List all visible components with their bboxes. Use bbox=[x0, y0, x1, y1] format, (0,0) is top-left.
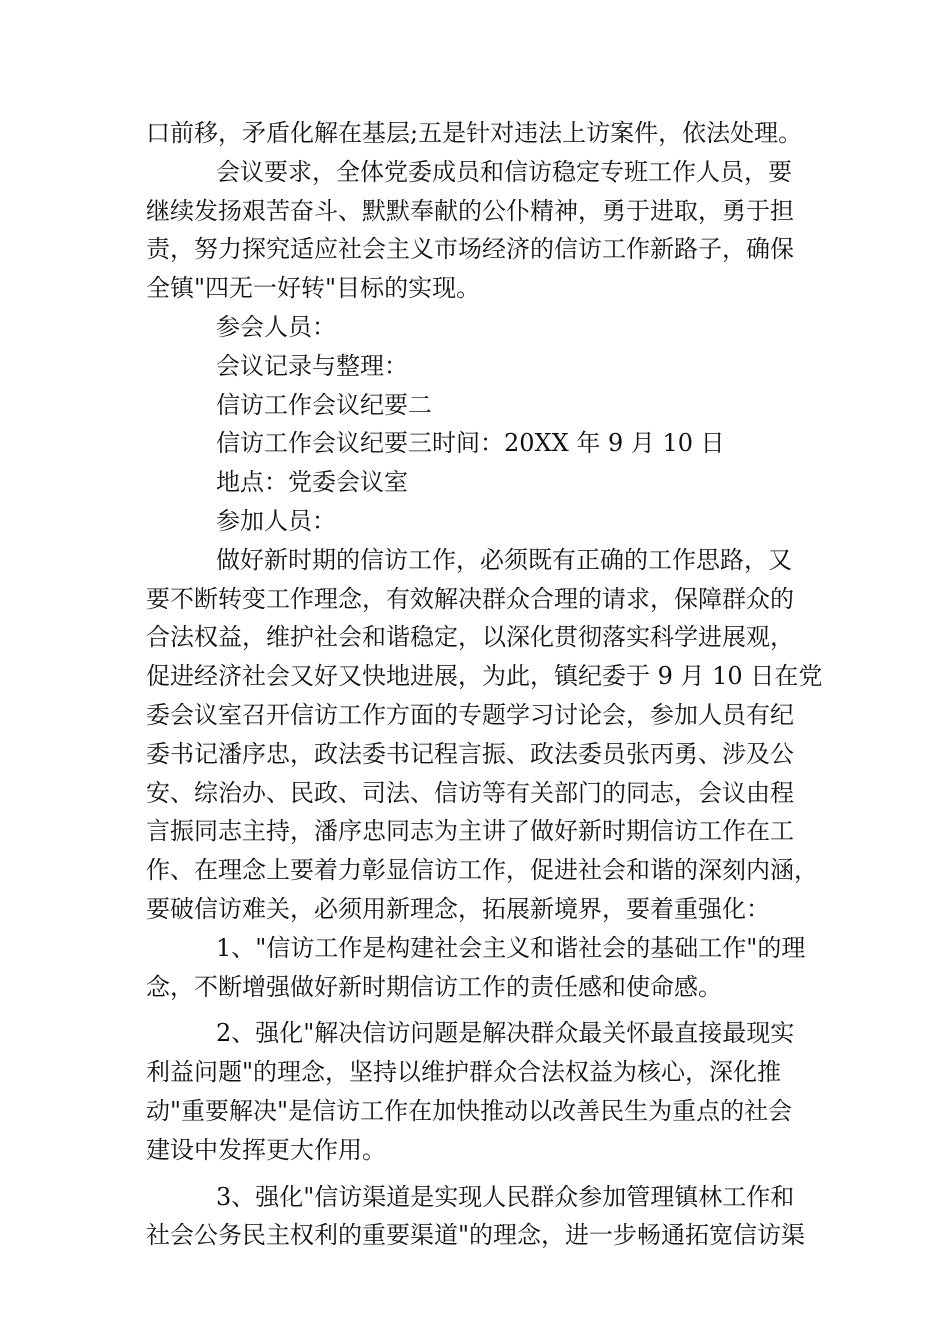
text-line: 作、在理念上要着力彰显信访工作，促进社会和谐的深刻内涵， bbox=[146, 856, 818, 885]
text-line: 动"重要解决"是信访工作在加快推动以改善民生为重点的社会 bbox=[146, 1096, 793, 1125]
text-line: 2、强化"解决信访问题是解决群众最关怀最直接最现实 bbox=[216, 1019, 795, 1048]
text-line: 要破信访难关，必须用新理念，拓展新境界，要着重强化： bbox=[146, 894, 770, 923]
text-line: 信访工作会议纪要三时间：20XX 年 9 月 10 日 bbox=[216, 429, 725, 458]
text-line: 念，不断增强做好新时期信访工作的责任感和使命感。 bbox=[146, 972, 722, 1001]
text-line: 信访工作会议纪要二 bbox=[216, 390, 432, 419]
text-line: 委书记潘序忠，政法委书记程言振、政法委员张丙勇、涉及公 bbox=[146, 739, 794, 768]
text-line: 促进经济社会又好又快地进展，为此，镇纪委于 9 月 10 日在党 bbox=[146, 662, 823, 691]
paragraph-gap bbox=[146, 1006, 800, 1014]
text-line: 参会人员： bbox=[216, 312, 336, 341]
text-line: 社会公务民主权利的重要渠道"的理念，进一步畅通拓宽信访渠 bbox=[146, 1221, 806, 1250]
text-line: 建设中发挥更大作用。 bbox=[146, 1135, 386, 1164]
text-line: 做好新时期的信访工作，必须既有正确的工作思路，又 bbox=[216, 545, 792, 574]
text-line: 安、综治办、民政、司法、信访等有关部门的同志，会议由程 bbox=[146, 778, 794, 807]
text-line: 要不断转变工作理念，有效解决群众合理的请求，保障群众的 bbox=[146, 584, 794, 613]
text-line: 会议要求，全体党委成员和信访稳定专班工作人员，要 bbox=[216, 157, 792, 186]
text-line: 责，努力探究适应社会主义市场经济的信访工作新路子，确保 bbox=[146, 235, 794, 264]
text-line: 3、强化"信访渠道是实现人民群众参加管理镇林工作和 bbox=[216, 1182, 795, 1211]
text-line: 言振同志主持，潘序忠同志为主讲了做好新时期信访工作在工 bbox=[146, 817, 794, 846]
text-line: 继续发扬艰苦奋斗、默默奉献的公仆精神，勇于进取，勇于担 bbox=[146, 196, 794, 225]
text-line: 合法权益，维护社会和谐稳定，以深化贯彻落实科学进展观， bbox=[146, 623, 794, 652]
text-line: 全镇"四无一好转"目标的实现。 bbox=[146, 274, 481, 303]
text-line: 参加人员： bbox=[216, 506, 336, 535]
text-line: 委会议室召开信访工作方面的专题学习讨论会，参加人员有纪 bbox=[146, 700, 794, 729]
text-line: 地点：党委会议室 bbox=[216, 468, 408, 497]
document-body bbox=[146, 114, 823, 1255]
paragraph-gap bbox=[146, 1170, 800, 1178]
text-line: 利益问题"的理念，坚持以维护群众合法权益为核心，深化推 bbox=[146, 1058, 782, 1087]
text-line: 会议记录与整理： bbox=[216, 351, 408, 380]
text-line: 口前移，矛盾化解在基层;五是针对违法上访案件，依法处理。 bbox=[146, 119, 803, 147]
text-line: 1、"信访工作是构建社会主义和谐社会的基础工作"的理 bbox=[216, 933, 806, 962]
